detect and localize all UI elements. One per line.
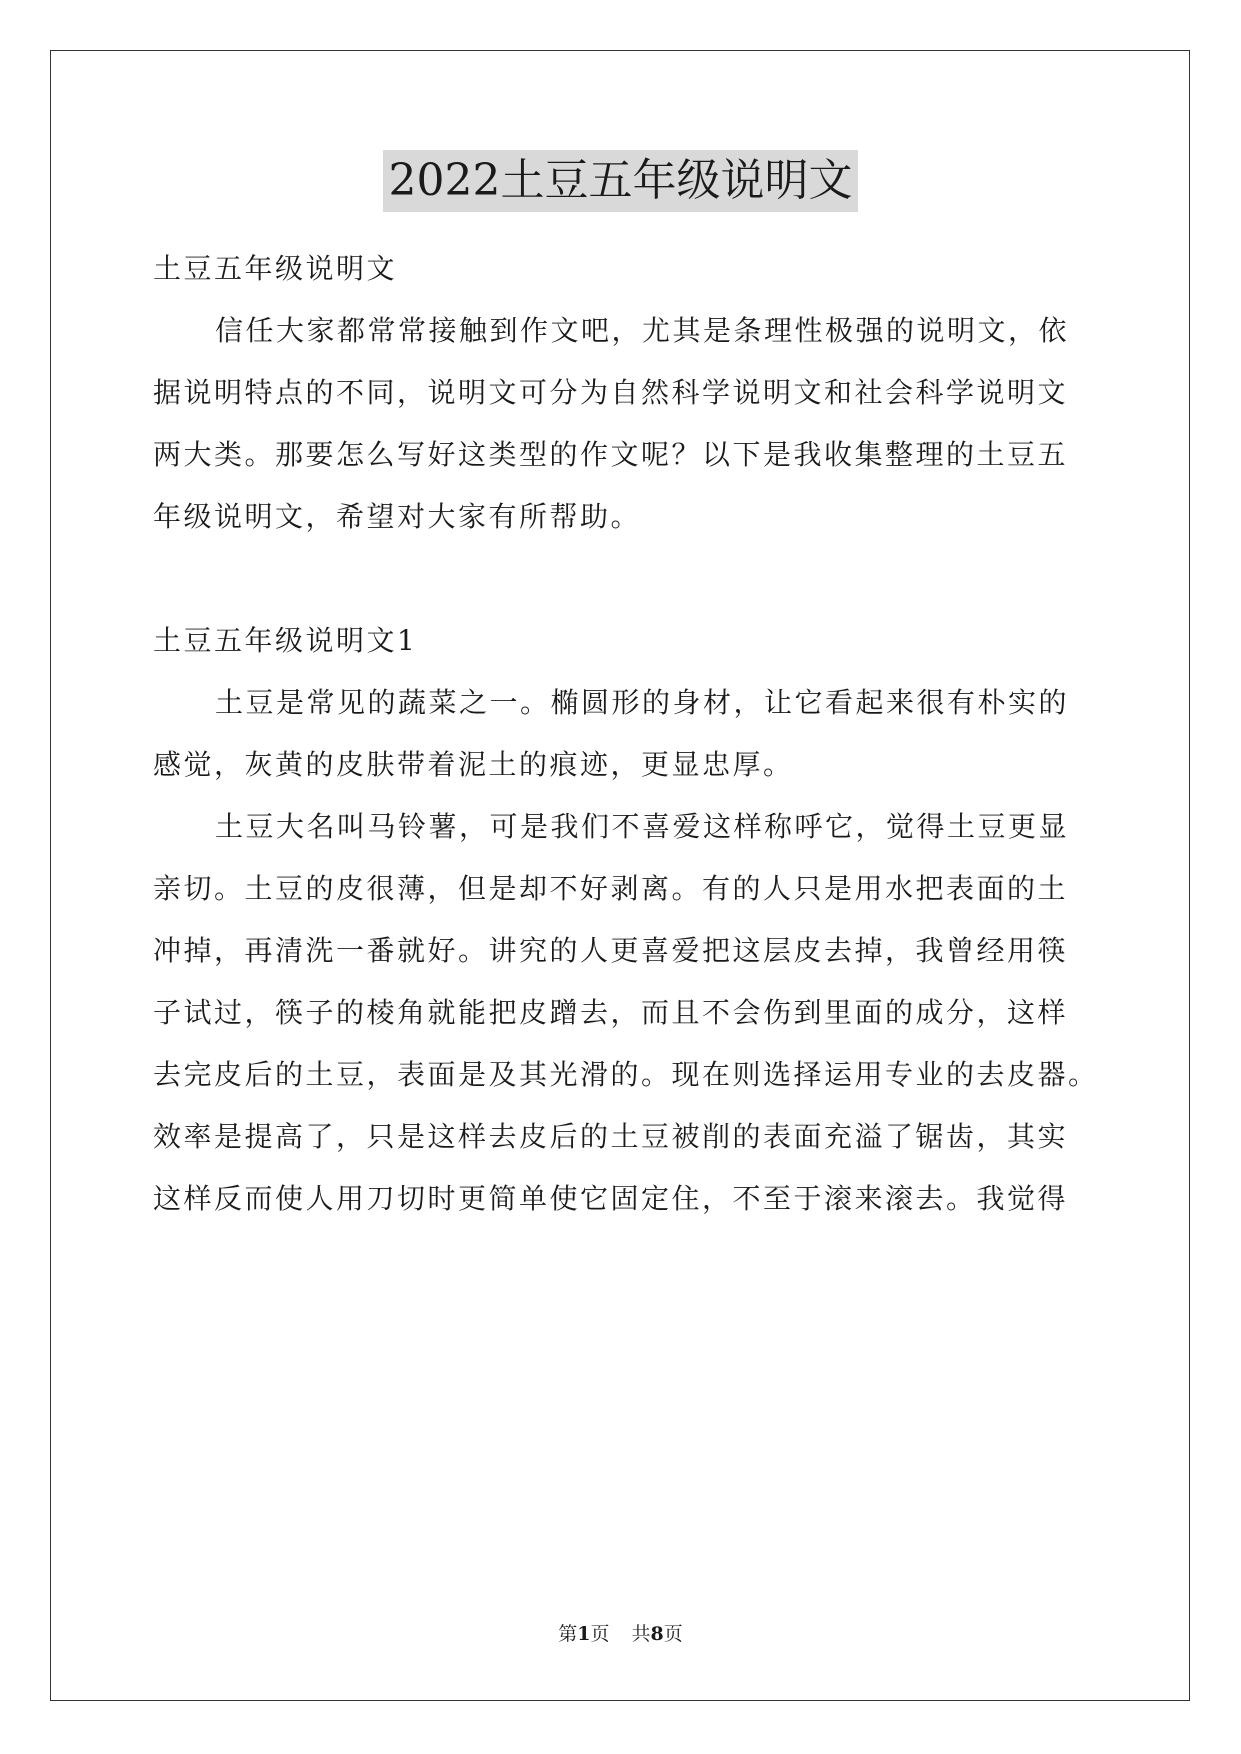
document-body [153, 238, 1099, 1230]
text-line: 土豆是常见的蔬菜之一。椭圆形的身材，让它看起来很有朴实的 [215, 686, 1070, 719]
text-line: 效率是提高了，只是这样去皮后的土豆被削的表面充溢了锯齿，其实 [153, 1120, 1069, 1153]
text-line: 土豆五年级说明文1 [153, 624, 418, 657]
text-line: 冲掉，再清洗一番就好。讲究的人更喜爱把这层皮去掉，我曾经用筷 [153, 934, 1069, 967]
document-title [0, 150, 1241, 212]
text-line: 年级说明文，希望对大家有所帮助。 [153, 500, 642, 533]
text-line: 子试过，筷子的棱角就能把皮蹭去，而且不会伤到里面的成分，这样 [153, 996, 1069, 1029]
text-line: 土豆大名叫马铃薯，可是我们不喜爱这样称呼它，觉得土豆更显 [215, 810, 1070, 843]
document-title-text: 2022土豆五年级说明文 [383, 150, 859, 212]
total-page-count: 8 [650, 1623, 664, 1645]
text-line: 信任大家都常常接触到作文吧，尤其是条理性极强的说明文，依 [215, 314, 1070, 347]
total-prefix: 共 [631, 1623, 651, 1645]
page-footer [0, 1622, 1241, 1646]
paragraph-gap [153, 548, 1093, 610]
text-line: 去完皮后的土豆，表面是及其光滑的。现在则选择运用专业的去皮器。 [153, 1058, 1099, 1091]
text-line: 这样反而使人用刀切时更简单使它固定住，不至于滚来滚去。我觉得 [153, 1182, 1069, 1215]
text-line: 据说明特点的不同，说明文可分为自然科学说明文和社会科学说明文 [153, 376, 1069, 409]
page-prefix: 第 [558, 1623, 578, 1645]
text-line: 亲切。土豆的皮很薄，但是却不好剥离。有的人只是用水把表面的土 [153, 872, 1069, 905]
page-suffix: 页 [590, 1623, 610, 1645]
text-line: 两大类。那要怎么写好这类型的作文呢？以下是我收集整理的土豆五 [153, 438, 1069, 471]
current-page-number: 1 [577, 1623, 591, 1645]
text-line: 感觉，灰黄的皮肤带着泥土的痕迹，更显忠厚。 [153, 748, 794, 781]
text-line: 土豆五年级说明文 [153, 252, 398, 285]
total-suffix: 页 [663, 1623, 683, 1645]
